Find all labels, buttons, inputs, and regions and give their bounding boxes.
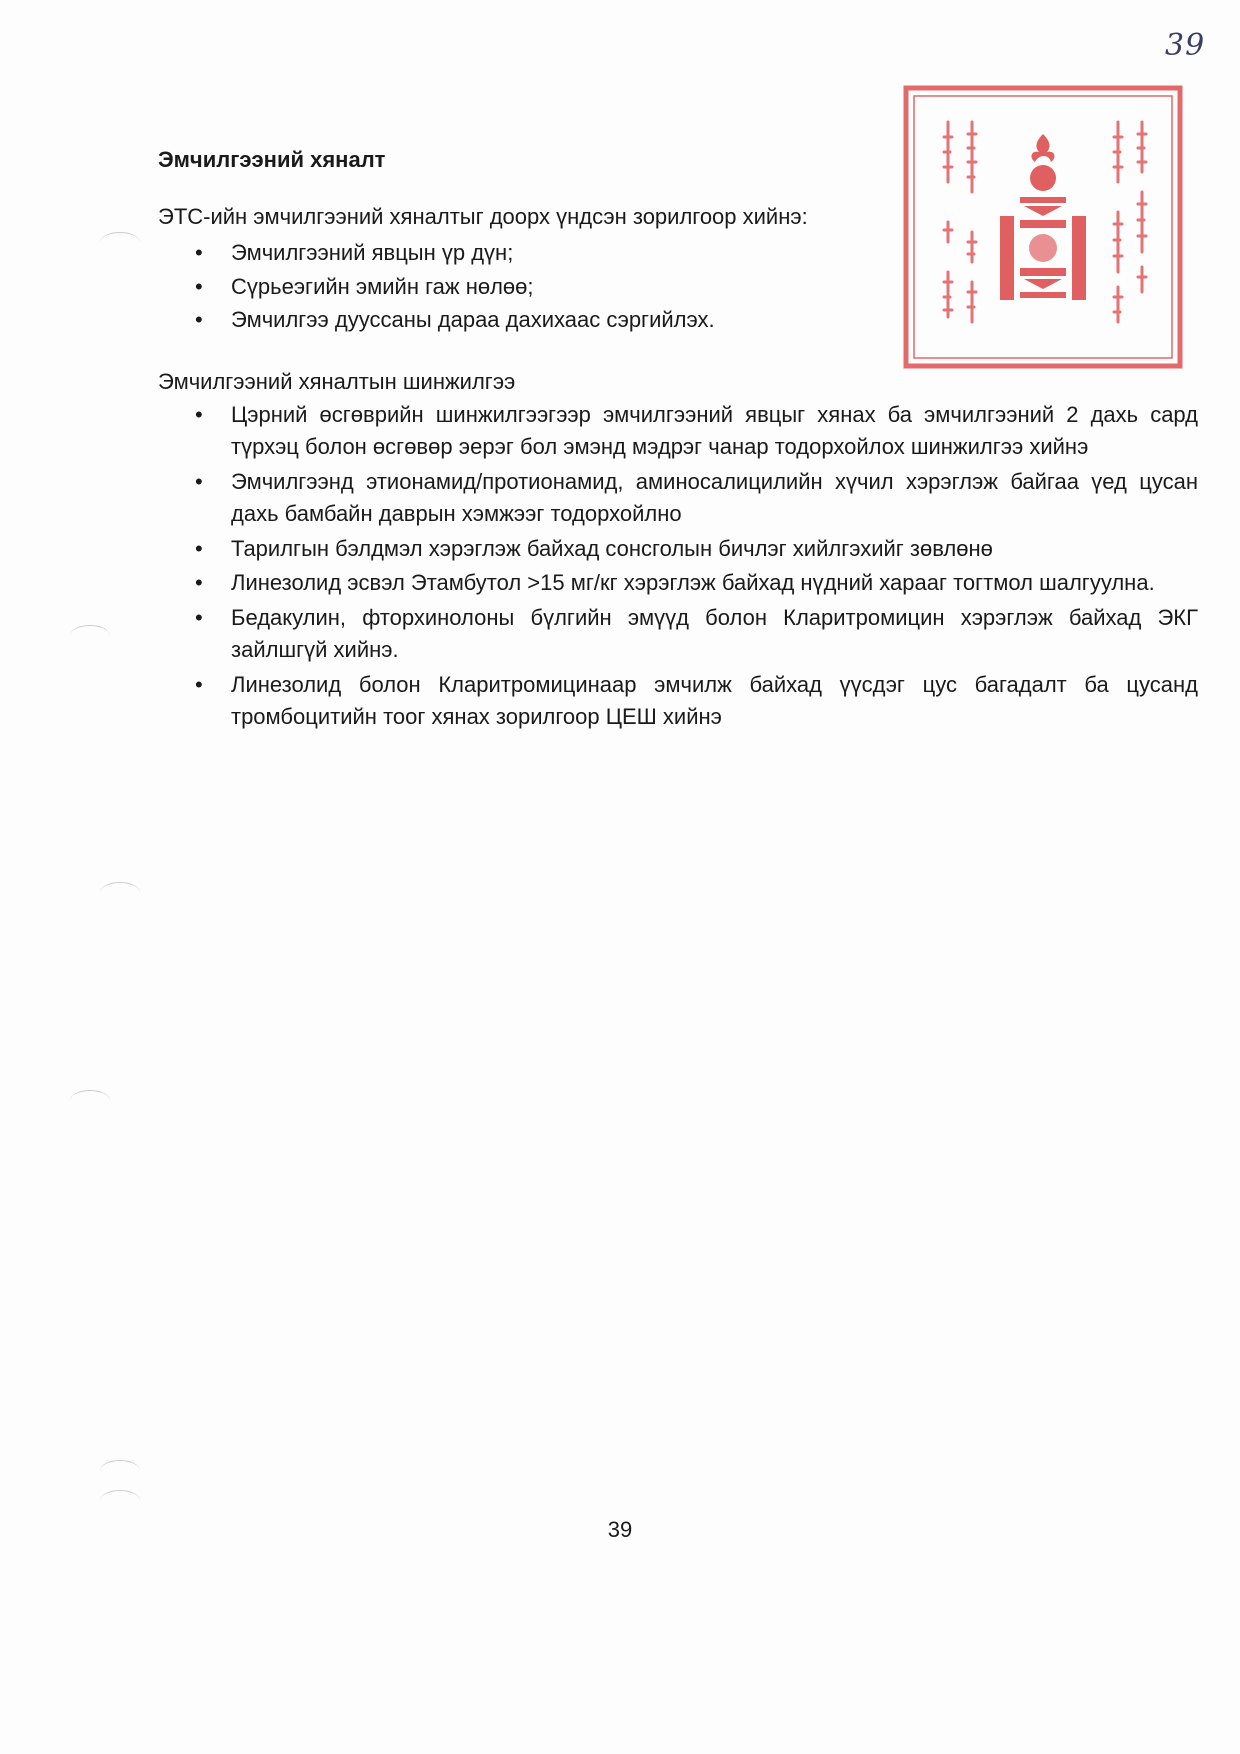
list-item-text: Линезолид болон Кларитромицинаар эмчилж байхад үүсдэг цус багадалт ба цусанд тромбоцитийн тоог хянах зорилгоор ЦЕШ хийнэ [231, 671, 1198, 729]
monitoring-subheading: Эмчилгээний хяналтын шинжилгээ [158, 368, 516, 394]
list-item-text: Цэрний өсгөврийн шинжилгээгээр эмчилгээний явцыг хянах ба эмчилгээний 2 дахь сард түрхэц болон өсгөвөр эерэг бол эмэнд мэдрэг чанар тодорхойлох шинжилгээ хийнэ [231, 401, 1198, 459]
monitoring-tests-list [158, 399, 1198, 734]
punch-hole-mark [100, 1460, 140, 1481]
page-number: 39 [607, 1517, 633, 1542]
list-item [195, 602, 1198, 667]
list-item-text: Бедакулин, фторхинолоны бүлгийн эмүүд болон Кларитромицин хэрэглэж байхад ЭКГ зайлшгүй хийнэ. [231, 604, 1198, 662]
punch-hole-mark [100, 1490, 140, 1511]
list-item [195, 669, 1198, 734]
bullet-icon: • [195, 570, 203, 595]
bullet-icon: • [195, 468, 203, 494]
list-item-text: Тарилгын бэлдмэл хэрэглэж байхад сонсголын бичлэг хийлгэхийг зөвлөнө [231, 535, 993, 561]
bullet-icon: • [195, 240, 203, 265]
list-item [195, 466, 1198, 531]
list-item-text: Линезолид эсвэл Этамбутол >15 мг/кг хэрэглэж байхад нүдний харааг тогтмол шалгуулна. [231, 570, 1155, 595]
punch-hole-mark [100, 882, 140, 903]
bullet-icon: • [195, 535, 203, 561]
bullet-icon: • [195, 401, 203, 427]
punch-hole-mark [100, 232, 140, 253]
punch-hole-mark [70, 1090, 110, 1111]
treatment-goals-list [158, 236, 1198, 337]
list-item-text: Сүрьеэгийн эмийн гаж нөлөө; [231, 273, 534, 299]
section-title: Эмчилгээний хяналт [158, 147, 386, 172]
bullet-icon: • [195, 604, 203, 630]
list-item [195, 236, 1198, 270]
punch-hole-mark [70, 625, 110, 646]
bullet-icon: • [195, 273, 203, 299]
list-item [195, 533, 1198, 566]
bullet-icon: • [195, 307, 203, 332]
list-item-text: Эмчилгээнд этионамид/протионамид, аминосалицилийн хүчил хэрэглэж байгаа үед цусан дахь бамбайн даврын хэмжээг тодорхойлно [231, 468, 1198, 526]
intro-paragraph: ЭТС-ийн эмчилгээний хяналтыг доорх үндсэн зорилгоор хийнэ: [158, 204, 808, 229]
bullet-icon: • [195, 671, 203, 697]
document-content [158, 145, 1198, 736]
list-item [195, 303, 1198, 337]
list-item [195, 270, 1198, 304]
list-item-text: Эмчилгээний явцын үр дүн; [231, 240, 514, 265]
handwritten-page-mark: 39 [1165, 28, 1206, 63]
list-item [195, 567, 1198, 600]
list-item [195, 399, 1198, 464]
list-item-text: Эмчилгээ дууссаны дараа дахихаас сэргийлэх. [231, 307, 715, 332]
